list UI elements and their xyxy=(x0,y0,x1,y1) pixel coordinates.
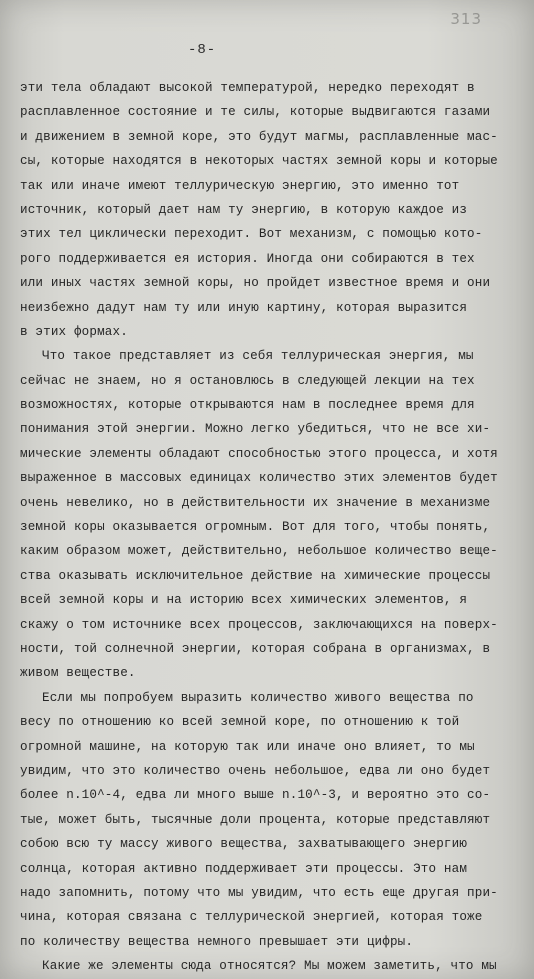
text-line: скажу о том источнике всех процессов, заключающихся на поверх- xyxy=(20,617,498,632)
text-line: очень невелико, но в действительности их значение в механизме xyxy=(20,495,491,510)
text-line: каким образом может, действительно, небольшое количество веще- xyxy=(20,544,498,559)
text-line: понимания этой энергии. Можно легко убедиться, что не все хи- xyxy=(20,422,491,437)
text-line: более n.10^-4, едва ли много выше n.10^-3, и вероятно это со- xyxy=(20,788,491,803)
text-line: так или иначе имеют теллурическую энергию, это именно тот xyxy=(20,178,460,193)
text-line: солнца, которая активно поддерживает эти процессы. Это нам xyxy=(20,861,468,876)
text-line: расплавленное состояние и те силы, которые выдвигаются газами xyxy=(20,105,491,120)
text-line: весу по отношению ко всей земной коре, по отношению к той xyxy=(20,715,460,730)
text-line: мические элементы обладают способностью этого процесса, и хотя xyxy=(20,446,498,461)
text-line: эти тела обладают высокой температурой, нередко переходят в xyxy=(20,81,475,95)
text-line: и движением в земной коре, это будут магмы, расплавленные мас- xyxy=(20,129,498,144)
text-line: или иных частях земной коры, но пройдет известное время и они xyxy=(20,276,491,291)
text-line: рого поддерживается ея история. Иногда они собираются в тех xyxy=(20,251,475,266)
text-line: в этих формах. xyxy=(20,324,128,339)
text-line: Какие же элементы сюда относятся? Мы можем заметить, что мы xyxy=(42,959,497,974)
text-line: Если мы попробуем выразить количество живого вещества по xyxy=(42,690,474,705)
text-line: сы, которые находятся в некоторых частях земной коры и которые xyxy=(20,154,498,169)
text-line: Что такое представляет из себя теллурическая энергия, мы xyxy=(42,349,474,364)
archive-number: 313 xyxy=(450,10,482,28)
text-line: живом веществе. xyxy=(20,666,136,681)
text-line: по количеству вещества немного превышает эти цифры. xyxy=(20,934,414,949)
text-line: возможностях, которые открываются нам в последнее время для xyxy=(20,398,475,413)
text-line: ности, той солнечной энергии, которая собрана в организмах, в xyxy=(20,641,491,656)
text-line: увидим, что это количество очень небольшое, едва ли оно будет xyxy=(20,763,491,778)
text-line: чина, которая связана с теллурической энергией, которая тоже xyxy=(20,910,483,925)
text-line: огромной машине, на которую так или иначе оно влияет, то мы xyxy=(20,739,475,754)
page-number: -8- xyxy=(188,42,217,58)
text-line: источник, который дает нам ту энергию, в которую каждое из xyxy=(20,202,468,217)
text-line: этих тел циклически переходит. Вот механизм, с помощью кото- xyxy=(20,227,483,242)
text-line: собою всю ту массу живого вещества, захватывающего энергию xyxy=(20,837,468,852)
text-line: неизбежно дадут нам ту или иную картину, которая выразится xyxy=(20,300,468,315)
text-line: выраженное в массовых единицах количество этих элементов будет xyxy=(20,471,498,486)
text-line: тые, может быть, тысячные доли процента, которые представляют xyxy=(20,812,491,827)
typewritten-text xyxy=(20,76,520,978)
text-line: надо запомнить, потому что мы увидим, что есть еще другая при- xyxy=(20,885,498,900)
text-line: сейчас не знаем, но я остановлюсь в следующей лекции на тех xyxy=(20,373,475,388)
text-line: земной коры оказывается огромным. Вот для того, чтобы понять, xyxy=(20,520,491,535)
text-line: всей земной коры и на историю всех химических элементов, я xyxy=(20,593,468,608)
text-line: ства оказывать исключительное действие на химические процессы xyxy=(20,568,491,583)
